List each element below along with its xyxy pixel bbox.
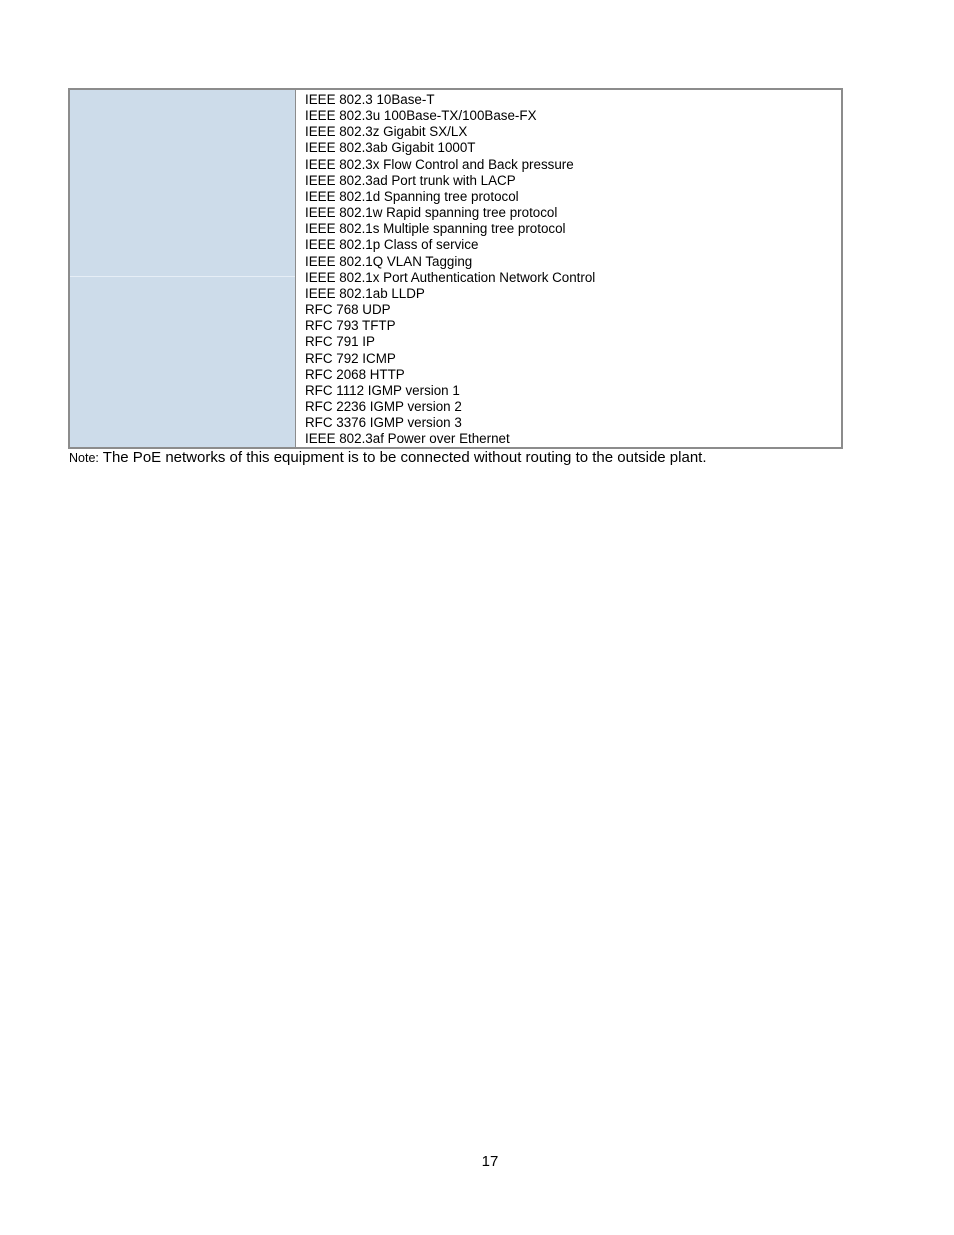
list-item: IEEE 802.1p Class of service: [305, 237, 479, 253]
note-label: Note:: [69, 451, 99, 465]
list-item: RFC 791 IP: [305, 334, 375, 350]
label-cell-divider: [70, 276, 295, 277]
list-item: IEEE 802.1s Multiple spanning tree protocol: [305, 221, 566, 237]
list-item: RFC 768 UDP: [305, 302, 391, 318]
list-item: IEEE 802.3u 100Base-TX/100Base-FX: [305, 108, 537, 124]
list-item: IEEE 802.1Q VLAN Tagging: [305, 253, 473, 269]
list-item: IEEE 802.1x Port Authentication Network Control: [305, 269, 596, 285]
table-value-cell: [296, 90, 841, 447]
table-label-cell: [70, 90, 296, 447]
list-item: IEEE 802.3ad Port trunk with LACP: [305, 172, 516, 188]
note-text: The PoE networks of this equipment is to be connected without routing to the outside plant.: [102, 449, 707, 466]
list-item: IEEE 802.3x Flow Control and Back pressure: [305, 156, 574, 172]
list-item: RFC 792 ICMP: [305, 350, 396, 366]
list-item: IEEE 802.1ab LLDP: [305, 285, 425, 301]
list-item: IEEE 802.1d Spanning tree protocol: [305, 188, 519, 204]
page-number: 17: [481, 1153, 499, 1170]
standards-table: [68, 88, 843, 449]
list-item: IEEE 802.3z Gigabit SX/LX: [305, 124, 468, 140]
poe-note: [69, 449, 707, 467]
list-item: RFC 2068 HTTP: [305, 366, 405, 382]
list-item: RFC 793 TFTP: [305, 318, 396, 334]
list-item: IEEE 802.1w Rapid spanning tree protocol: [305, 205, 558, 221]
list-item: RFC 2236 IGMP version 2: [305, 398, 462, 414]
list-item: RFC 3376 IGMP version 3: [305, 415, 462, 431]
standards-list: [305, 92, 841, 447]
list-item: IEEE 802.3af Power over Ethernet: [305, 431, 510, 447]
list-item: IEEE 802.3 10Base-T: [305, 92, 435, 107]
list-item: IEEE 802.3ab Gigabit 1000T: [305, 140, 476, 156]
list-item: RFC 1112 IGMP version 1: [305, 382, 460, 398]
